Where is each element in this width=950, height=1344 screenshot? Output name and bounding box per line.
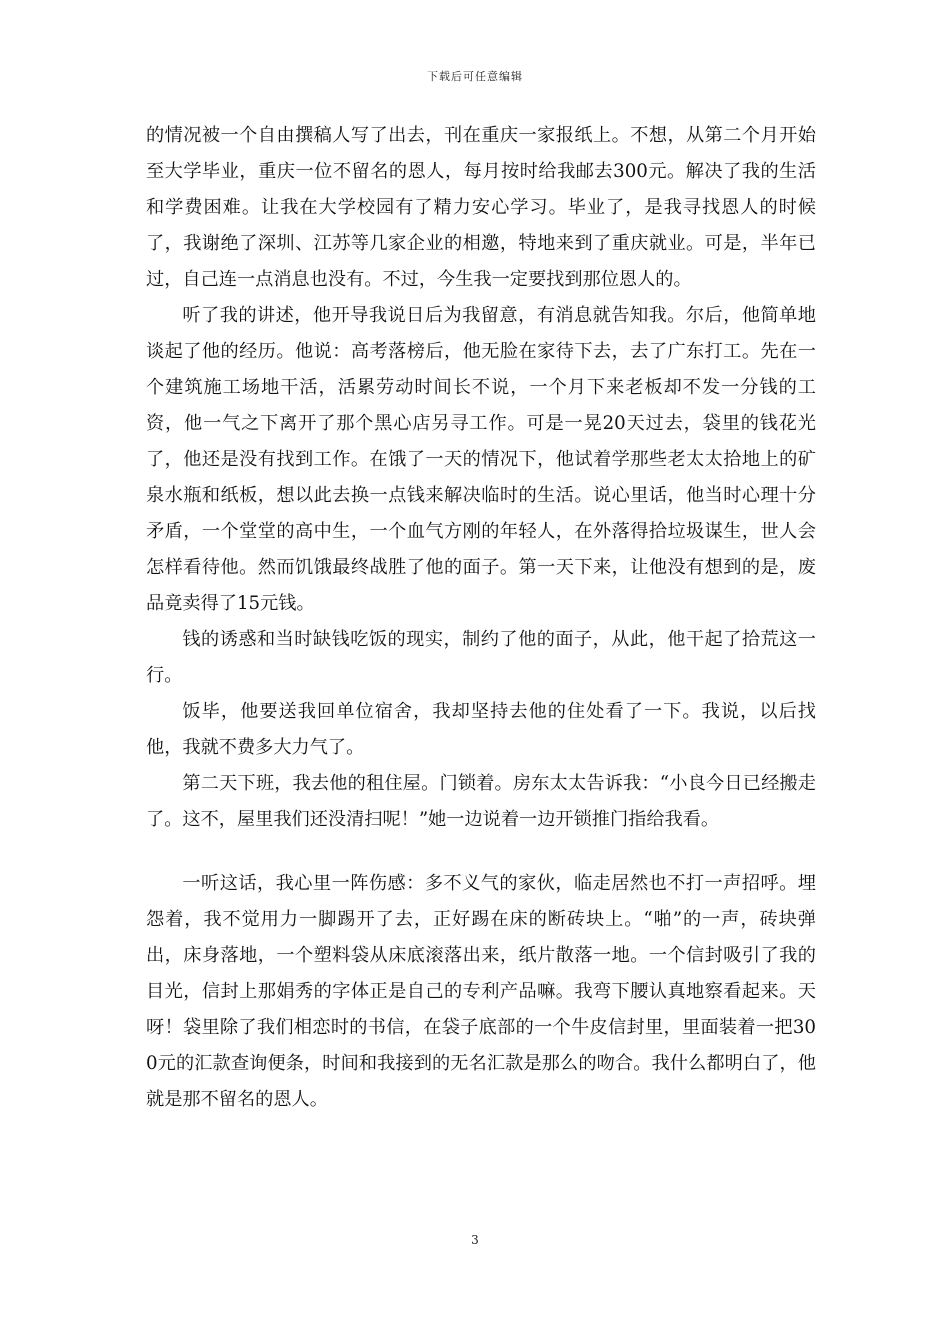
paragraph-3: 钱的诱惑和当时缺钱吃饭的现实，制约了他的面子，从此，他干起了拾荒这一行。 [146, 629, 816, 686]
page-number: 3 [471, 1233, 479, 1247]
paragraph-5: 第二天下班，我去他的租住屋。门锁着。房东太太告诉我：“小良今日已经搬走了。这不，屋里我们还没清扫呢！”她一边说着一边开锁推门指给我看。 [146, 773, 816, 830]
paragraph-4: 饭毕，他要送我回单位宿舍，我却坚持去他的住处看了一下。我说，以后找他，我就不费多大力气了。 [146, 701, 816, 758]
page-header: 下载后可任意编辑 [427, 70, 523, 83]
document-body [146, 118, 816, 1118]
paragraph-6: 一听这话，我心里一阵伤感：多不义气的家伙，临走居然也不打一声招呼。埋怨着，我不觉用力一脚踢开了去，正好踢在床的断砖块上。“啪”的一声，砖块弹出，床身落地，一个塑料袋从床底滚落出来，纸片散落一地。一个信封吸引了我的目光，信封上那娟秀的字体正是自己的专利产品嘛。我弯下腰认真地察看起来。天呀！袋里除了我们相恋时的书信，在袋子底部的一个牛皮信封里，里面装着一把300元的汇款查询便条，时间和我接到的无名汇款是那么的吻合。我什么都明白了，他就是那不留名的恩人。 [146, 873, 816, 1110]
paragraph-2: 听了我的讲述，他开导我说日后为我留意，有消息就告知我。尔后，他简单地谈起了他的经历。他说：高考落榜后，他无脸在家待下去，去了广东打工。先在一个建筑施工场地干活，活累劳动时间长不说，一个月下来老板却不发一分钱的工资，他一气之下离开了那个黑心店另寻工作。可是一晃20天过去，袋里的钱花光了，他还是没有找到工作。在饿了一天的情况下，他试着学那些老太太拾地上的矿泉水瓶和纸板，想以此去换一点钱来解决临时的生活。说心里话，他当时心理十分矛盾，一个堂堂的高中生，一个血气方刚的年轻人，在外落得拾垃圾谋生，世人会怎样看待他。然而饥饿最终战胜了他的面子。第一天下来，让他没有想到的是，废品竟卖得了15元钱。 [146, 305, 816, 614]
paragraph-1: 的情况被一个自由撰稿人写了出去，刊在重庆一家报纸上。不想，从第二个月开始至大学毕业，重庆一位不留名的恩人，每月按时给我邮去300元。解决了我的生活和学费困难。让我在大学校园有了精力安心学习。毕业了，是我寻找恩人的时候了，我谢绝了深圳、江苏等几家企业的相邀，特地来到了重庆就业。可是，半年已过，自己连一点消息也没有。不过，今生我一定要找到那位恩人的。 [146, 125, 816, 290]
